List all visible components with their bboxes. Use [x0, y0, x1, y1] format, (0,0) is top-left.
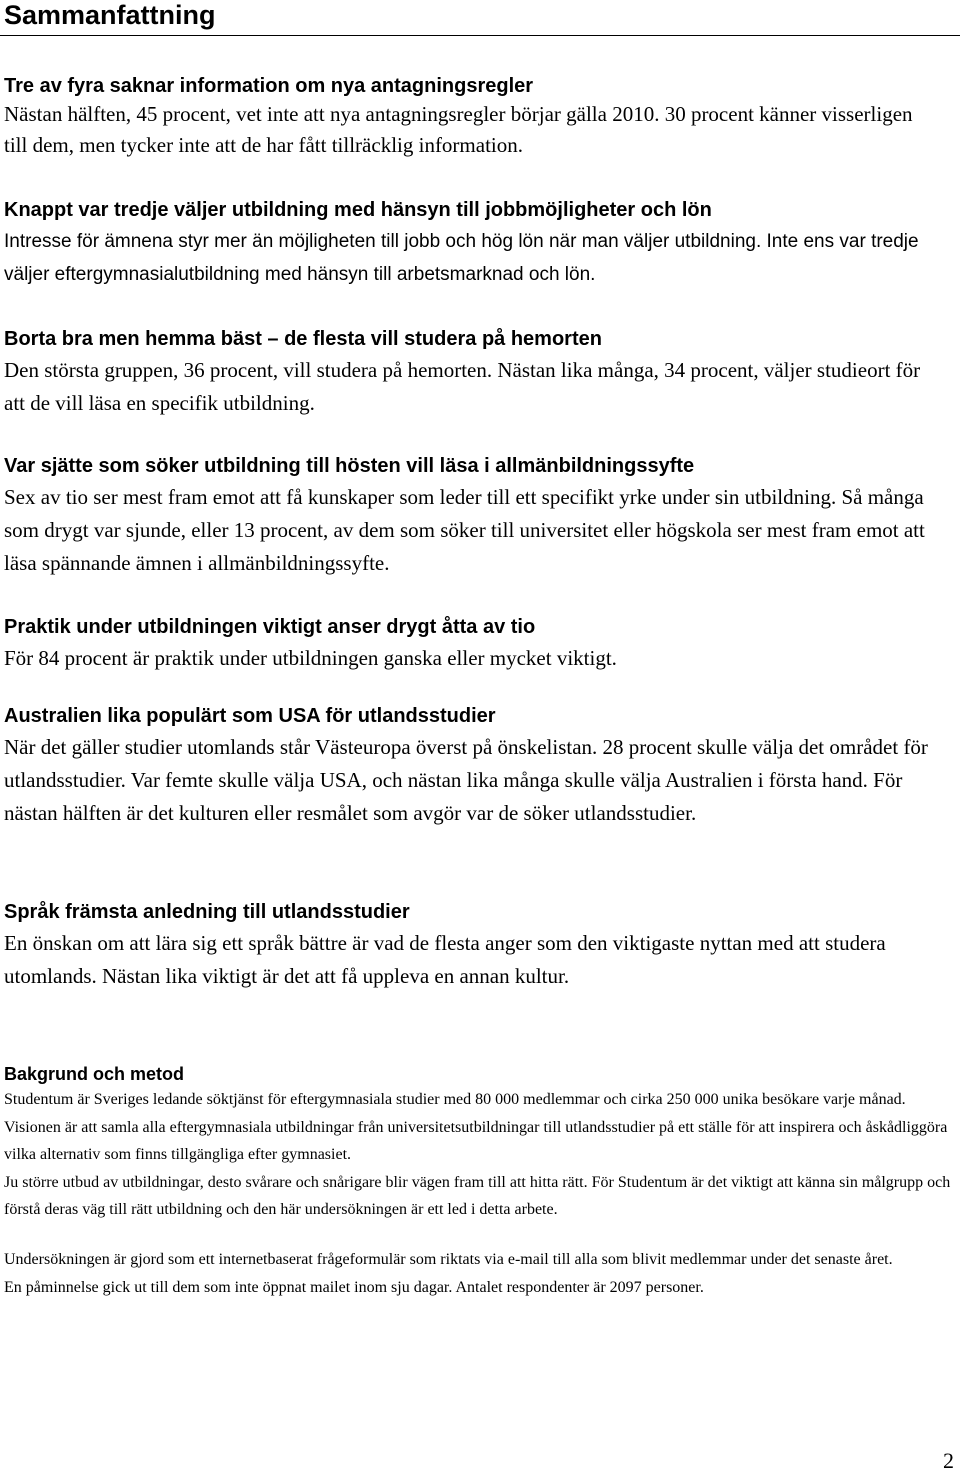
section-antagningsregler — [4, 71, 958, 161]
section-body: Intresse för ämnena styr mer än möjligheten till jobb och hög lön när man väljer utbildning. Inte ens var tredje väljer eftergymnasialutbildning med hänsyn till arbetsmarknad och lön. — [4, 231, 919, 285]
section-heading: Australien lika populärt som USA för utlandsstudier — [4, 705, 496, 727]
section-utlandsstudier — [4, 701, 958, 830]
section-heading: Knappt var tredje väljer utbildning med hänsyn till jobbmöjligheter och lön — [4, 199, 712, 221]
section-sprak — [4, 897, 958, 993]
background-section — [4, 1062, 958, 1301]
section-body: Nästan hälften, 45 procent, vet inte att nya antagningsregler börjar gälla 2010. 30 procent känner visserligen till dem, men tycker inte att de har fått tillräcklig information. — [4, 102, 913, 157]
section-heading: Språk främsta anledning till utlandsstudier — [4, 901, 410, 923]
page-number: 2 — [943, 1448, 954, 1473]
section-allmanbildning — [4, 451, 958, 580]
background-heading: Bakgrund och metod — [4, 1064, 185, 1084]
page-title: Sammanfattning — [4, 0, 216, 30]
background-paragraph: Undersökningen är gjord som ett internetbaserat frågeformulär som riktats via e-mail till alla som blivit medlemmar under det senaste året. En påminnelse gick ut till dem som inte öppnat mailet inom sju dagar. Antalet respondenter är 2097 personer. — [4, 1250, 893, 1296]
section-jobbmojligheter — [4, 195, 958, 291]
section-body: En önskan om att lära sig ett språk bättre är vad de flesta anger som den viktigaste nyttan med att studera utomlands. Nästan lika viktigt är det att få uppleva en annan kultur. — [4, 931, 886, 988]
section-body: Sex av tio ser mest fram emot att få kunskaper som leder till ett specifikt yrke under sin utbildning. Så många som drygt var sjunde, eller 13 procent, av dem som söker till universitet eller högskola ser mest fram emot att läsa spännande ämnen i allmänbildningssyfte. — [4, 485, 925, 575]
section-heading: Tre av fyra saknar information om nya antagningsregler — [4, 75, 534, 97]
section-praktik — [4, 612, 958, 675]
background-paragraph: Studentum är Sveriges ledande söktjänst för eftergymnasiala studier med 80 000 medlemmar och cirka 250 000 unika besökare varje månad. Visionen är att samla alla eftergymnasiala utbildningar från universitetsutbildningar till utlandsstudier på ett ställe för att inspirera och åskådliggöra vilka alternativ som finns tillgängliga efter gymnasiet. — [4, 1091, 948, 1164]
title-rule — [0, 35, 960, 36]
section-body: Den största gruppen, 36 procent, vill studera på hemorten. Nästan lika många, 34 procent, väljer studieort för att de vill läsa en specifik utbildning. — [4, 358, 921, 415]
section-heading: Var sjätte som söker utbildning till hösten vill läsa i allmänbildningssyfte — [4, 455, 695, 477]
section-body: När det gäller studier utomlands står Västeuropa överst på önskelistan. 28 procent skulle välja det området för utlandsstudier. Var femte skulle välja USA, och nästan lika många skulle välja Australien i första hand. För nästan hälften är det kulturen eller resmålet som avgör var de söker utlandsstudier. — [4, 735, 928, 825]
section-hemorten — [4, 324, 958, 420]
background-paragraph: Ju större utbud av utbildningar, desto svårare och snårigare blir vägen fram till att hitta rätt. För Studentum är det viktigt att känna sin målgrupp och förstå deras väg till rätt utbildning och den här undersökningen är ett led i detta arbete. — [4, 1173, 951, 1219]
section-heading: Praktik under utbildningen viktigt anser drygt åtta av tio — [4, 616, 536, 638]
section-heading: Borta bra men hemma bäst – de flesta vill studera på hemorten — [4, 328, 602, 350]
section-body: För 84 procent är praktik under utbildningen ganska eller mycket viktigt. — [4, 646, 617, 670]
